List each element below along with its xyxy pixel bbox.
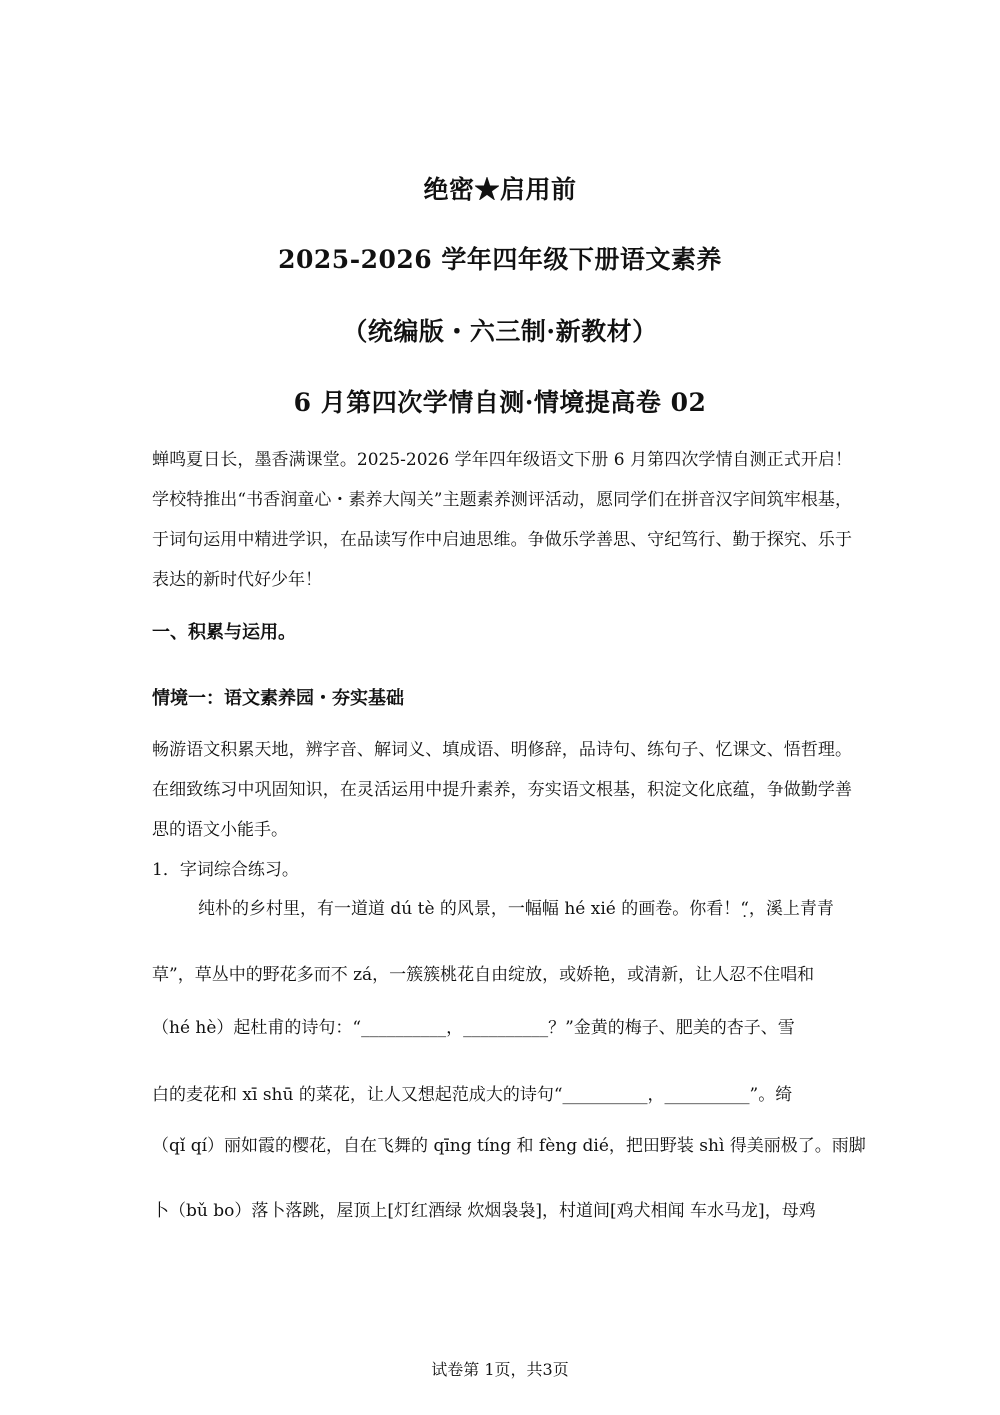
exam-subtitle: 6 月第四次学情自测·情境提高卷 02	[293, 388, 707, 417]
question-text-line: 草”，草丛中的野花多而不 zá，一簇簇桃花自由绽放，或娇艳，或清新，让人忍不住唱和	[152, 965, 815, 985]
intro-paragraph: 蝉鸣夏日长，墨香满课堂。2025-2026 学年四年级语文下册 6 月第四次学情自测正式开启！学校特推出“书香润童心・素养大闯关”主题素养测评活动，愿同学们在拼音汉字间筑牢根基，于词句运用中精进学识，在品读写作中启迪思维。争做乐学善思、守纪笃行、勤于探究、乐于表达的新时代好少年！	[152, 450, 852, 590]
question-text-line: （hé hè）起杜甫的诗句：“__________，__________？”金黄的梅子、肥美的杏子、雪	[152, 1018, 795, 1038]
question-text-line: 纯朴的乡村里，有一道道 dú tè 的风景，一幅幅 hé xié 的画卷。你看！“̣，溪上青青	[198, 899, 834, 919]
scenario-description: 畅游语文积累天地，辨字音、解词义、填成语、明修辞，品诗句、练句子、忆课文、悟哲理。在细致练习中巩固知识，在灵活运用中提升素养，夯实语文根基，积淀文化底蕴，争做勤学善思的语文小能手。	[152, 740, 852, 840]
question-number: 1．字词综合练习。	[152, 860, 299, 880]
scenario-heading: 情境一：语文素养园・夯实基础	[152, 688, 404, 709]
exam-title: 2025-2026 学年四年级下册语文素养	[278, 245, 722, 274]
exam-edition: （统编版・六三制·新教材）	[342, 317, 658, 346]
secret-mark: 绝密★启用前	[423, 175, 577, 204]
section-heading: 一、积累与运用。	[152, 622, 296, 643]
question-text-line: （qǐ qí）丽如霞的樱花，自在飞舞的 qīng tíng 和 fèng dié，把田野装 shì 得美丽极了。雨脚	[152, 1136, 866, 1156]
question-text-line: 白的麦花和 xī shū 的菜花，让人又想起范成大的诗句“__________，__________”。绮	[152, 1085, 793, 1105]
question-text-line: 卜（bǔ bo）落卜落跳，屋顶上[灯红酒绿 炊烟袅袅]，村道间[鸡犬相闻 车水马龙]，母鸡	[152, 1201, 816, 1221]
page-footer: 试卷第 1页，共3页	[431, 1360, 569, 1379]
